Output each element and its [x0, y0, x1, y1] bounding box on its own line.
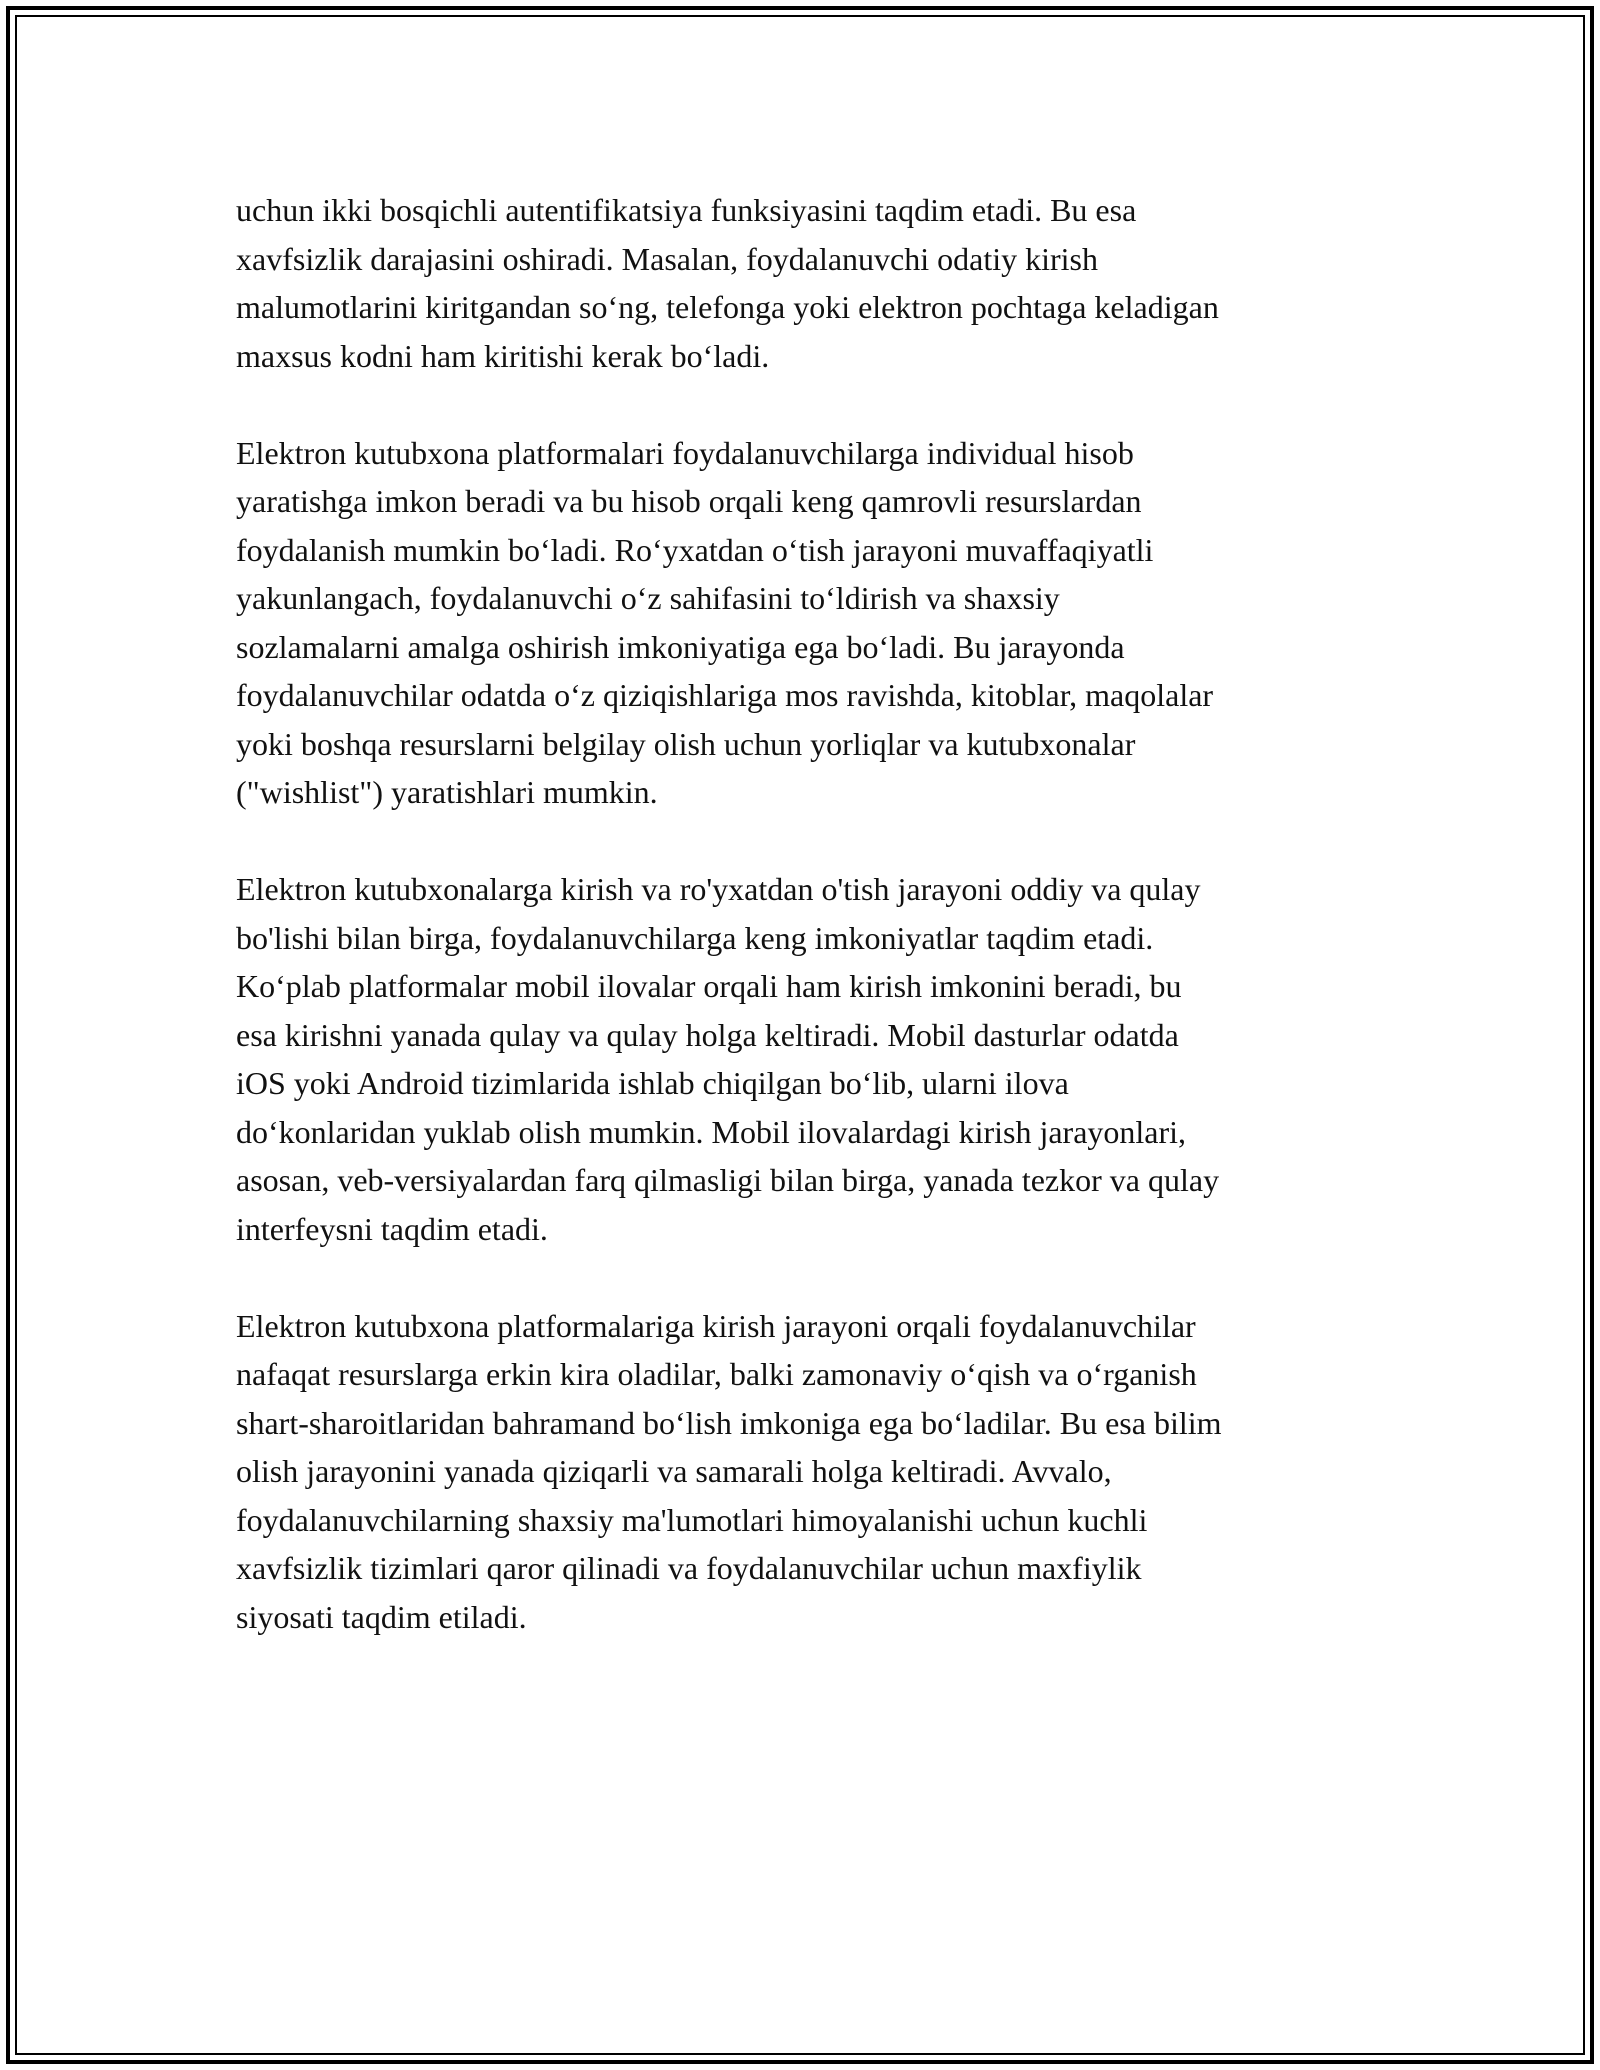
- paragraph-3: Elektron kutubxonalarga kirish va ro'yxatdan o'tish jarayoni oddiy va qulay bo'lishi bilan birga, foydalanuvchilarga keng imkoniyatlar taqdim etadi. Ko‘plab platformalar mobil ilovalar orqali ham kirish imkonini beradi, bu esa kirishni yanada qulay va qulay holga keltiradi. Mobil dasturlar odatda iOS yoki Android tizimlarida ishlab chiqilgan bo‘lib, ularni ilova do‘konlaridan yuklab olish mumkin. Mobil ilovalardagi kirish jarayonlari, asosan, veb-versiyalardan farq qilmasligi bilan birga, yanada tezkor va qulay interfeysni taqdim etadi.: [236, 871, 1220, 1247]
- paragraph-4: Elektron kutubxona platformalariga kirish jarayoni orqali foydalanuvchilar nafaqat resurslarga erkin kira oladilar, balki zamonaviy o‘qish va o‘rganish shart-sharoitlaridan bahramand bo‘lish imkoniga ega bo‘ladilar. Bu esa bilim olish jarayonini yanada qiziqarli va samarali holga keltiradi. Avvalo, foydalanuvchilarning shaxsiy ma'lumotlari himoyalanishi uchun kuchli xavfsizlik tizimlari qaror qilinadi va foydalanuvchilar uchun maxfiylik siyosati taqdim etiladi.: [236, 1307, 1222, 1635]
- document-body: [236, 186, 1376, 1690]
- paragraph-1: uchun ikki bosqichli autentifikatsiya funksiyasini taqdim etadi. Bu esa xavfsizlik darajasini oshiradi. Masalan, foydalanuvchi odatiy kirish malumotlarini kiritgandan so‘ng, telefonga yoki elektron pochtaga keladigan maxsus kodni ham kiritishi kerak bo‘ladi.: [236, 192, 1219, 374]
- paragraph-2: Elektron kutubxona platformalari foydalanuvchilarga individual hisob yaratishga imkon beradi va bu hisob orqali keng qamrovli resurslardan foydalanish mumkin bo‘ladi. Ro‘yxatdan o‘tish jarayoni muvaffaqiyatli yakunlangach, foydalanuvchi o‘z sahifasini to‘ldirish va shaxsiy sozlamalarni amalga oshirish imkoniyatiga ega bo‘ladi. Bu jarayonda foydalanuvchilar odatda o‘z qiziqishlariga mos ravishda, kitoblar, maqolalar yoki boshqa resurslarni belgilay olish uchun yorliqlar va kutubxonalar ("wishlist") yaratishlari mumkin.: [236, 434, 1214, 810]
